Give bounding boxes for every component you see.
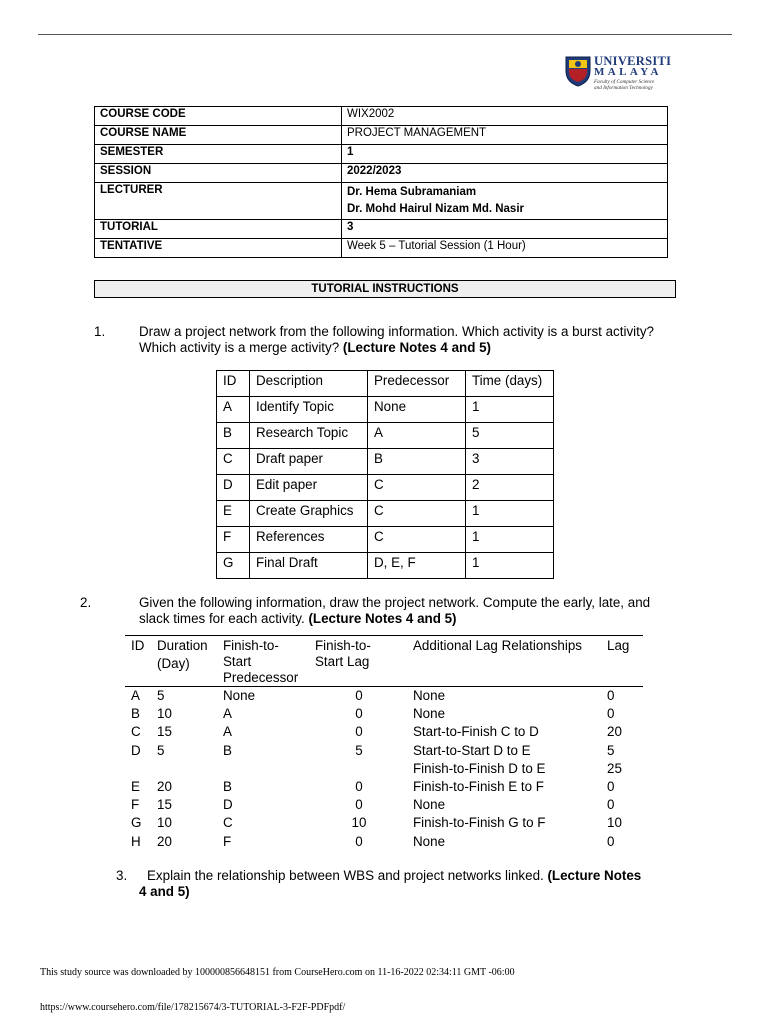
- q1-ref: (Lecture Notes 4 and 5): [342, 340, 491, 355]
- info-row: [95, 164, 668, 183]
- cell: 10: [157, 706, 172, 722]
- header-cell: Description: [250, 371, 368, 397]
- cell: 15: [157, 724, 172, 740]
- info-row: [95, 145, 668, 164]
- info-row: [95, 220, 668, 239]
- cell: None: [413, 688, 446, 703]
- cell: B: [368, 449, 466, 475]
- info-label: TENTATIVE: [95, 239, 342, 258]
- cell: E: [217, 501, 250, 527]
- cell: 15: [157, 797, 172, 813]
- header-fs-pred: [217, 636, 309, 687]
- info-row: [95, 183, 668, 220]
- tutorial-instructions-header: TUTORIAL INSTRUCTIONS: [94, 280, 676, 298]
- table-header-row: [217, 371, 554, 397]
- cell: A: [223, 724, 232, 740]
- table-row: [217, 527, 554, 553]
- header-cell: Time (days): [466, 371, 554, 397]
- cell: G: [131, 815, 142, 831]
- info-label: LECTURER: [95, 183, 342, 220]
- cell: 2: [466, 475, 554, 501]
- cell: B: [223, 742, 232, 758]
- cell: 10: [607, 815, 622, 831]
- table-row: [217, 475, 554, 501]
- q2-line1: Given the following information, draw the project network. Compute the early, late, and: [139, 595, 651, 610]
- info-value: 3: [342, 220, 668, 239]
- cell: 5: [355, 742, 363, 758]
- cell: [309, 760, 407, 778]
- cell: 5: [466, 423, 554, 449]
- cell: 0: [607, 779, 615, 795]
- cell: 0: [607, 833, 615, 849]
- cell: 20: [607, 724, 622, 740]
- cell: 10: [157, 815, 172, 831]
- info-value: 2022/2023: [342, 164, 668, 183]
- info-row: [95, 126, 668, 145]
- table-row: [217, 501, 554, 527]
- cell: H: [131, 833, 141, 849]
- cell: 25: [607, 760, 622, 776]
- table-row: [125, 833, 643, 851]
- logo-name-line1: UNIVERSITI: [594, 54, 672, 68]
- q3-text: [139, 868, 684, 900]
- cell: 20: [157, 779, 172, 795]
- header-fs-pred-l3: Predecessor: [223, 670, 299, 685]
- header-cell: Predecessor: [368, 371, 466, 397]
- q2-line2: [139, 611, 699, 627]
- cell: 0: [607, 688, 615, 703]
- cell: F: [131, 797, 140, 813]
- cell: 20: [157, 833, 172, 849]
- info-value: [342, 183, 668, 220]
- q2-ref: (Lecture Notes 4 and 5): [308, 611, 457, 626]
- info-row: [95, 239, 668, 258]
- cell: Start-to-Start D to E: [413, 742, 531, 758]
- table-row: [217, 423, 554, 449]
- cell: Edit paper: [250, 475, 368, 501]
- cell: [125, 760, 151, 778]
- cell: [217, 760, 309, 778]
- university-crest-icon: [565, 55, 591, 87]
- source-url[interactable]: https://www.coursehero.com/file/178215674/3-TUTORIAL-3-F2F-PDFpdf/: [40, 1002, 346, 1013]
- cell: G: [217, 553, 250, 579]
- header-fs-pred-l1: Finish-to-: [223, 638, 279, 653]
- cell: 5: [607, 742, 615, 758]
- q1-text: [139, 324, 699, 356]
- logo-faculty: [594, 79, 684, 91]
- info-label: SEMESTER: [95, 145, 342, 164]
- cell: C: [368, 527, 466, 553]
- header-duration-l1: Duration: [157, 638, 208, 653]
- cell: Finish-to-Finish D to E: [413, 760, 546, 776]
- cell: 0: [355, 724, 363, 740]
- logo-faculty-line2: and Information Technology: [594, 85, 653, 91]
- cell: 0: [355, 833, 363, 849]
- q1-line1: Draw a project network from the following information. Which activity is a burst activity?: [139, 324, 654, 339]
- table-row: [125, 723, 643, 741]
- logo-faculty-line1: Faculty of Computer Science: [594, 79, 655, 85]
- cell: D: [131, 742, 141, 758]
- info-label: COURSE NAME: [95, 126, 342, 145]
- table-row: [125, 687, 643, 706]
- cell: 1: [466, 397, 554, 423]
- q3-ref1: (Lecture Notes: [547, 868, 642, 883]
- info-value: 1: [342, 145, 668, 164]
- q2-line2-text: slack times for each activity.: [139, 611, 305, 626]
- table-row: [125, 796, 643, 814]
- table-row: [125, 778, 643, 796]
- top-rule: [38, 34, 732, 35]
- download-notice: This study source was downloaded by 100000856648151 from CourseHero.com on 11-16-2022 02:34:11 GMT -06:00: [40, 967, 515, 978]
- info-row: [95, 107, 668, 126]
- cell: 0: [355, 779, 363, 795]
- table-row: [217, 397, 554, 423]
- cell: 0: [355, 706, 363, 722]
- cell: 0: [607, 706, 615, 722]
- cell: Finish-to-Finish G to F: [413, 815, 546, 831]
- q2-text: [139, 595, 699, 627]
- cell: 0: [355, 797, 363, 813]
- header-fs-lag-l1: Finish-to-: [315, 638, 371, 653]
- lecturer-2: Dr. Mohd Hairul Nizam Md. Nasir: [347, 203, 524, 215]
- info-label: TUTORIAL: [95, 220, 342, 239]
- cell: D: [217, 475, 250, 501]
- course-info-table: [94, 106, 668, 258]
- cell: A: [131, 688, 140, 703]
- cell: 5: [157, 688, 165, 703]
- header-id: ID: [125, 636, 151, 687]
- activity-table-2: [125, 635, 643, 851]
- info-label: SESSION: [95, 164, 342, 183]
- q3-number: 3.: [116, 868, 128, 883]
- cell: F: [217, 527, 250, 553]
- cell: Identify Topic: [250, 397, 368, 423]
- info-value: PROJECT MANAGEMENT: [342, 126, 668, 145]
- table-row: [125, 742, 643, 760]
- cell: None: [413, 833, 446, 849]
- cell: 1: [466, 553, 554, 579]
- q3-line2: [139, 884, 684, 900]
- cell: 1: [466, 501, 554, 527]
- cell: B: [131, 706, 140, 722]
- cell: Research Topic: [250, 423, 368, 449]
- cell: D, E, F: [368, 553, 466, 579]
- cell: 5: [157, 742, 165, 758]
- q3-line1-text: Explain the relationship between WBS and project networks linked.: [147, 868, 544, 883]
- header-additional: Additional Lag Relationships: [407, 636, 601, 687]
- header-cell: ID: [217, 371, 250, 397]
- header-lag: Lag: [601, 636, 643, 687]
- info-value: WIX2002: [342, 107, 668, 126]
- cell: 0: [355, 688, 363, 703]
- cell: None: [413, 797, 446, 813]
- cell: Create Graphics: [250, 501, 368, 527]
- cell: None: [223, 688, 256, 703]
- info-value: Week 5 – Tutorial Session (1 Hour): [342, 239, 668, 258]
- q1-line2: [139, 340, 699, 356]
- cell: 3: [466, 449, 554, 475]
- cell: Finish-to-Finish E to F: [413, 779, 544, 795]
- cell: Start-to-Finish C to D: [413, 724, 539, 740]
- cell: A: [223, 706, 232, 722]
- table-row: [125, 705, 643, 723]
- table-header-row: [125, 636, 643, 687]
- cell: [151, 760, 217, 778]
- cell: C: [217, 449, 250, 475]
- cell: E: [131, 779, 140, 795]
- cell: C: [368, 501, 466, 527]
- activity-table-1: [216, 370, 554, 579]
- q3-ref2: 4 and 5): [139, 884, 190, 899]
- q1-number: 1.: [94, 324, 106, 339]
- cell: Final Draft: [250, 553, 368, 579]
- logo-name-line2: MALAYA: [594, 66, 662, 78]
- table-row: [125, 814, 643, 832]
- table-row: [217, 449, 554, 475]
- cell: A: [217, 397, 250, 423]
- cell: References: [250, 527, 368, 553]
- university-logo: [565, 55, 685, 95]
- q2-number: 2.: [80, 595, 92, 610]
- header-fs-lag-l2: Start Lag: [315, 654, 370, 669]
- header-fs-lag: [309, 636, 407, 687]
- lecturer-1: Dr. Hema Subramaniam: [347, 186, 477, 198]
- table-row: [217, 553, 554, 579]
- cell: C: [368, 475, 466, 501]
- cell: 1: [466, 527, 554, 553]
- cell: B: [223, 779, 232, 795]
- header-duration-l2: (Day): [157, 656, 190, 671]
- cell: C: [223, 815, 233, 831]
- cell: None: [413, 706, 446, 722]
- q3-line1: [139, 868, 684, 884]
- cell: A: [368, 423, 466, 449]
- header-fs-pred-l2: Start: [223, 654, 252, 669]
- header-duration: [151, 636, 217, 687]
- cell: F: [223, 833, 232, 849]
- cell: 0: [607, 797, 615, 813]
- q1-line2-text: Which activity is a merge activity?: [139, 340, 340, 355]
- table-row: [125, 760, 643, 778]
- cell: B: [217, 423, 250, 449]
- cell: C: [131, 724, 141, 740]
- cell: D: [223, 797, 233, 813]
- cell: None: [368, 397, 466, 423]
- cell: 10: [351, 815, 367, 831]
- info-label: COURSE CODE: [95, 107, 342, 126]
- cell: Draft paper: [250, 449, 368, 475]
